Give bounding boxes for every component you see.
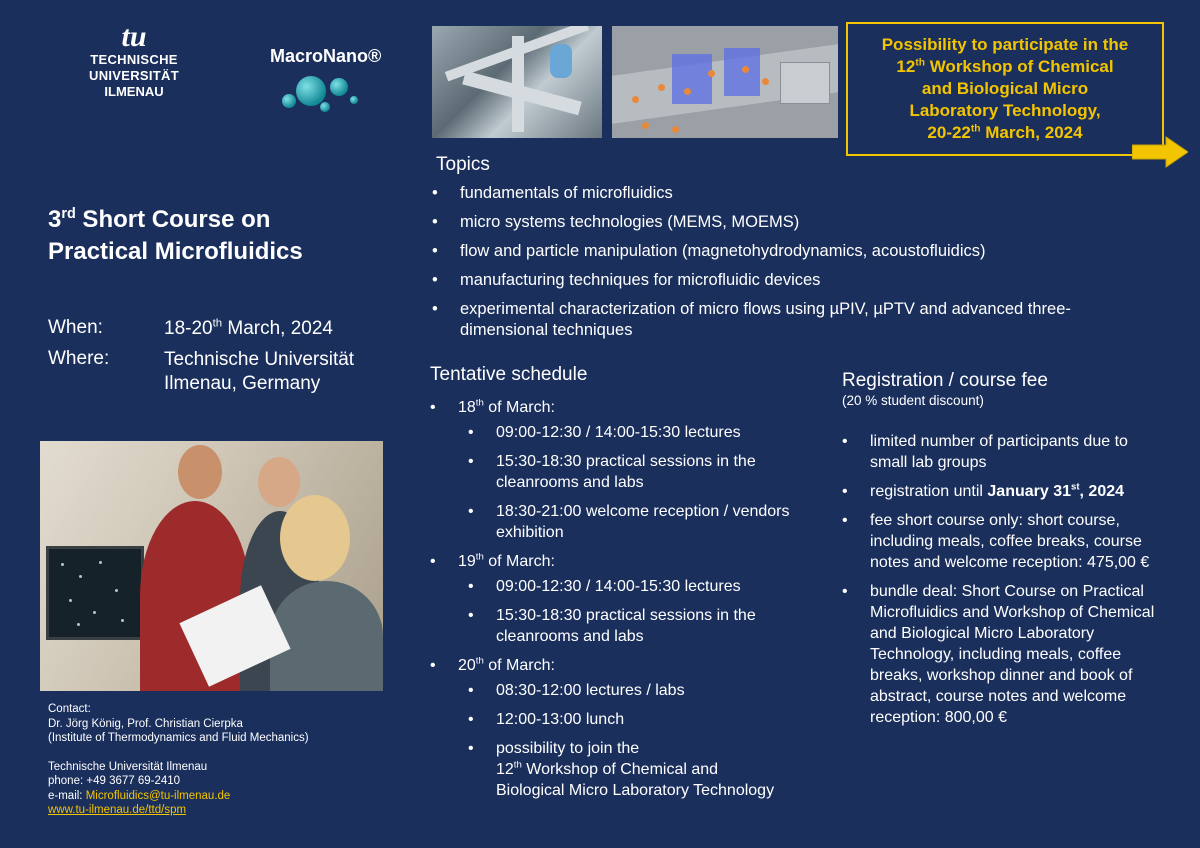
registration-item: • fee short course only: short course, including meals, coffee breaks, course notes and welcome reception: 475,00 € — [836, 510, 1166, 573]
schedule-day: • 20th of March: — [424, 655, 824, 676]
contact-email-link[interactable]: Microfluidics@tu-ilmenau.de — [85, 789, 231, 802]
schedule-item: • 18:30-21:00 welcome reception / vendors exhibition — [462, 501, 824, 543]
schedule-item: • possibility to join the 12th Workshop of Chemical and Biological Micro Laboratory Technology — [462, 738, 824, 801]
callout-line: 12th Workshop of Chemical — [896, 57, 1114, 76]
schedule-item: • 09:00-12:30 / 14:00-15:30 lectures — [462, 576, 824, 597]
contact-institute: (Institute of Thermodynamics and Fluid Mechanics) — [48, 732, 309, 744]
schedule-item: • 15:30-18:30 practical sessions in the cleanrooms and labs — [462, 451, 824, 493]
arrow-right-icon — [1132, 136, 1188, 168]
topic-item: • flow and particle manipulation (magnetohydrodynamics, acoustofluidics) — [426, 241, 1146, 262]
when-value: 18-20th March, 2024 — [164, 317, 334, 339]
callout-line: Laboratory Technology, — [909, 101, 1101, 120]
topics-list — [426, 183, 1146, 349]
callout-line: 20-22th March, 2024 — [927, 123, 1083, 142]
contact-info — [48, 702, 309, 818]
contact-website-link[interactable]: www.tu-ilmenau.de/ttd/spm — [48, 804, 187, 816]
registration-heading: Registration / course fee — [842, 370, 1048, 391]
registration-discount-note: (20 % student discount) — [842, 393, 984, 408]
when-label: When: — [48, 317, 103, 338]
topic-item: • fundamentals of microfluidics — [426, 183, 1146, 204]
contact-names: Dr. Jörg König, Prof. Christian Cierpka — [48, 717, 243, 730]
tu-logo-name: TECHNISCHE UNIVERSITÄT — [89, 52, 179, 83]
schedule-item: • 08:30-12:00 lectures / labs — [462, 680, 824, 701]
where-label: Where: — [48, 348, 110, 369]
callout-line: Possibility to participate in the — [881, 35, 1129, 54]
registration-item: • limited number of participants due to small lab groups — [836, 431, 1166, 473]
topic-item: • micro systems technologies (MEMS, MOEMS) — [426, 212, 1146, 233]
topics-heading: Topics — [436, 154, 490, 175]
schedule-item: • 09:00-12:30 / 14:00-15:30 lectures — [462, 422, 824, 443]
schedule-items — [424, 680, 824, 801]
tu-logo-mark: tu — [121, 20, 147, 53]
schedule-item: • 12:00-13:00 lunch — [462, 709, 824, 730]
contact-email-label: e-mail: — [48, 789, 86, 802]
schedule-items — [424, 422, 824, 543]
registration-item: • registration until January 31st, 2024 — [836, 481, 1166, 502]
schedule-day: • 19th of March: — [424, 551, 824, 572]
where-value: Technische Universität Ilmenau, Germany — [164, 349, 355, 394]
schedule-items — [424, 576, 824, 647]
students-lab-photo — [40, 441, 383, 691]
contact-org: Technische Universität Ilmenau — [48, 760, 208, 773]
microfluidic-simulation-image — [612, 26, 838, 138]
workshop-callout — [846, 22, 1164, 156]
topic-item: • manufacturing techniques for microfluidic devices — [426, 270, 1146, 291]
schedule-item: • 15:30-18:30 practical sessions in the cleanrooms and labs — [462, 605, 824, 647]
tu-ilmenau-logo — [44, 22, 224, 99]
schedule-day: • 18th of March: — [424, 397, 824, 418]
macronano-logo-text: MacroNano® — [270, 46, 382, 66]
macronano-logo — [262, 32, 392, 122]
callout-line: and Biological Micro — [921, 79, 1089, 98]
schedule — [424, 397, 824, 809]
schedule-heading: Tentative schedule — [430, 364, 588, 385]
tu-logo-city: ILMENAU — [104, 84, 164, 99]
contact-phone: phone: +49 3677 69-2410 — [48, 775, 181, 787]
registration-list — [836, 431, 1166, 736]
cleanroom-lab-image — [432, 26, 602, 138]
contact-heading: Contact: — [48, 703, 91, 715]
topic-item: • experimental characterization of micro flows using µPIV, µPTV and advanced three-dimensional techniques — [426, 299, 1146, 341]
course-title: 3rd Short Course on Practical Microfluidics — [48, 206, 303, 265]
registration-item: • bundle deal: Short Course on Practical Microfluidics and Workshop of Chemical and Biological Micro Laboratory Technology, including meals, coffee breaks, workshop dinner and book of abstract, course notes and welcome reception: 800,00 € — [836, 581, 1166, 728]
